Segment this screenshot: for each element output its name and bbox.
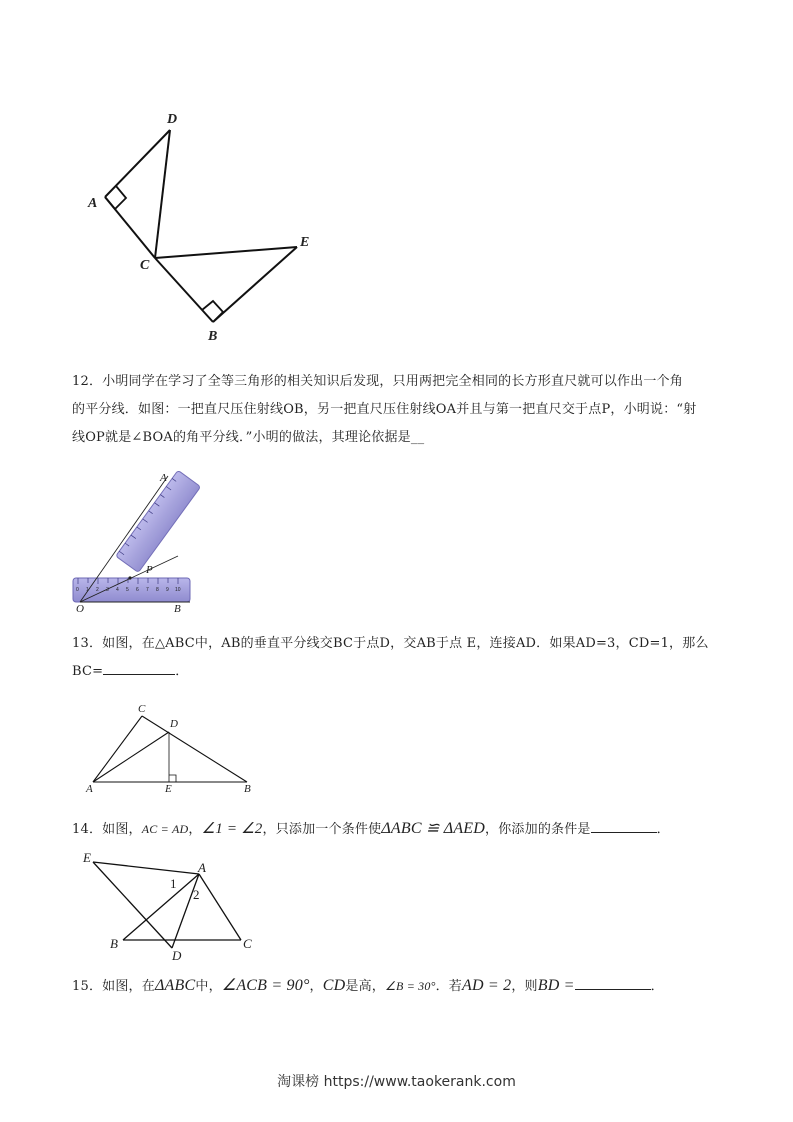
q15-cd: CD [322,977,346,994]
q15-text-1: 中， [195,979,222,994]
fig13-label-a: A [86,783,93,795]
q15-answer-blank[interactable] [575,977,651,990]
fig13-label-b: B [244,783,251,795]
fig11-label-a: A [88,196,98,211]
svg-text:10: 10 [175,587,181,593]
fig11-label-d: D [167,112,178,127]
svg-text:3: 3 [106,587,109,593]
fig14-label-c: C [243,936,252,951]
q13-bc-label: BC= [72,664,104,679]
fig11-label-e: E [300,235,310,250]
q15-text-3: 是高， [345,979,385,994]
q12-line-3: 线OP就是∠BOA的角平分线．”小明的做法，其理论依据是__ [72,430,425,445]
q14-sep: ， [188,822,202,837]
q14-end: ． [656,822,670,837]
ruler-horizontal [73,578,190,602]
q14-condition-2: ∠1 = ∠2 [201,821,263,837]
fig14-angle-2: 2 [193,887,200,902]
fig12-label-p: P [146,564,153,576]
fig13-label-e: E [165,783,172,795]
q14-answer-blank[interactable] [591,820,657,833]
q15-text-4: ．若 [435,979,462,994]
fig13-label-d: D [170,718,178,730]
fig13-label-c: C [138,703,146,715]
svg-text:8: 8 [156,587,159,593]
question-15 [72,972,732,1001]
svg-text:2: 2 [96,587,99,593]
q14-congruence: ΔABC ≌ ΔAED [381,820,486,837]
q15-angle-acb: ∠ACB = 90° [221,977,310,994]
q15-end: ． [650,979,664,994]
q14-suffix: ，你添加的条件是 [485,822,591,837]
q15-prefix: 15．如图，在 [72,979,155,994]
question-12 [72,368,732,452]
svg-text:4: 4 [116,587,119,593]
figure-q13 [85,700,260,795]
q13-answer-blank[interactable] [103,662,175,675]
q12-line-1: 12．小明同学在学习了全等三角形的相关知识后发现，只用两把完全相同的长方形直尺就可以作出一个角 [72,374,683,389]
fig14-label-d: D [172,948,182,963]
fig11-label-c: C [140,258,150,273]
fig14-angle-1: 1 [170,876,177,891]
q14-middle: ，只添加一个条件使 [262,822,382,837]
q13-period: ． [175,664,189,679]
q14-prefix: 14．如图， [72,822,142,837]
question-13 [72,630,732,686]
figure-q12 [70,468,200,616]
q15-text-5: ，则 [511,979,538,994]
svg-text:5: 5 [126,587,129,593]
svg-text:6: 6 [136,587,139,593]
question-14 [72,815,732,844]
svg-text:9: 9 [166,587,169,593]
q15-bd: BD = [537,977,575,994]
ruler-slanted [116,470,200,572]
fig14-label-b: B [110,936,118,951]
fig14-label-a: A [198,860,206,875]
q14-condition-1: AC = AD [141,822,189,836]
q15-triangle: ΔABC [154,977,196,994]
q13-line-1: 13．如图，在△ABC中，AB的垂直平分线交BC于点D，交AB于点 E，连接AD．如果AD=3，CD=1，那么 [72,636,709,651]
figure-q11 [80,105,330,350]
svg-text:0: 0 [76,587,79,593]
q13-line-2 [72,658,732,686]
q15-angle-b: ∠B = 30° [385,979,436,993]
fig12-label-b: B [174,603,181,615]
fig12-label-o: O [76,603,84,615]
q12-line-2: 的平分线．如图：一把直尺压住射线OB，另一把直尺压住射线OA并且与第一把直尺交于点P，小明说：“射 [72,402,697,417]
svg-text:7: 7 [146,587,149,593]
svg-text:1: 1 [86,587,89,593]
fig12-label-a: A [160,472,167,484]
fig11-label-b: B [208,329,218,344]
q15-ad: AD = 2 [462,977,512,994]
fig14-label-e: E [83,850,91,865]
q15-text-2: ， [309,979,323,994]
page-footer: 淘课榜 https://www.taokerank.com [277,1074,516,1090]
